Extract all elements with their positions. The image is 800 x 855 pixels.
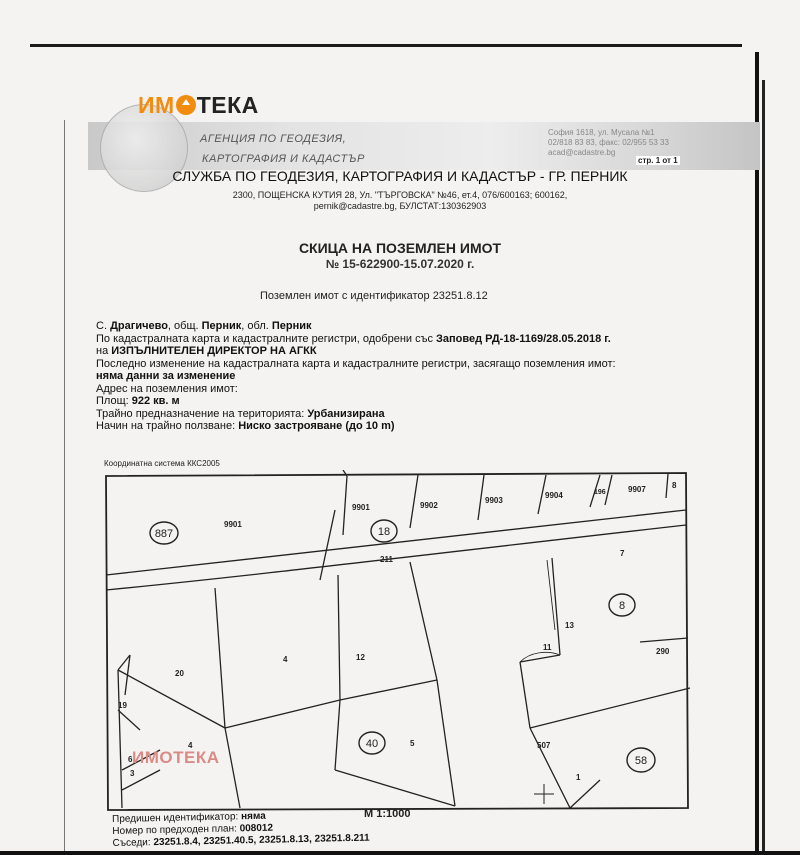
label-19: 19 [118, 701, 127, 710]
label-3: 3 [130, 769, 135, 778]
label-507: 507 [537, 741, 551, 750]
label-9907: 9907 [628, 485, 646, 494]
previous-plan-line: Номер по предходен план: 008012 [112, 822, 274, 837]
usage-line: Начин на трайно ползване: Ниско застрояване (до 10 m) [96, 420, 395, 432]
label-5: 5 [410, 739, 415, 748]
last-change-label: Последно изменение на кадастралната карта и кадастралните регистри, засягащо поземления имот: [96, 357, 616, 370]
page-border-left [64, 120, 65, 855]
location-line: С. Драгичево, общ. Перник, обл. Перник [96, 320, 312, 332]
label-6: 6 [128, 755, 133, 764]
label-9904: 9904 [545, 491, 563, 500]
area-line: Площ: 922 кв. м [96, 395, 180, 407]
imoteka-logo: ИМ ТЕКА [138, 92, 259, 118]
label-9901-top: 9901 [352, 503, 370, 512]
page-border-bottom [0, 851, 800, 855]
circle-label-8: 8 [618, 600, 626, 612]
label-9903: 9903 [485, 496, 503, 505]
label-1: 1 [576, 773, 581, 782]
property-details [96, 320, 756, 433]
service-address: 2300, ПОЩЕНСКА КУТИЯ 28, Ул. "ТЪРГОВСКА" №46, ет.4, 076/600163; 600162, pernik@cadastre.bg, БУЛСТАТ:130362903 [232, 190, 568, 211]
circle-label-58: 58 [634, 755, 648, 767]
label-290: 290 [656, 647, 670, 656]
address-label: Адрес на поземления имот: [96, 382, 238, 395]
label-9901-left: 9901 [224, 520, 242, 529]
property-footer [112, 809, 370, 850]
logo-house-icon [176, 95, 196, 115]
document-number: № 15-622900-15.07.2020 г. [325, 257, 475, 271]
previous-identifier-line: Предишен идентификатор: няма [112, 810, 266, 825]
circle-label-18: 18 [377, 526, 391, 538]
service-name: СЛУЖБА ПО ГЕОДЕЗИЯ, КАРТОГРАФИЯ И КАДАСТЪР - ГР. ПЕРНИК [172, 168, 628, 184]
purpose-line: Трайно предназначение на територията: Урбанизирана [96, 407, 385, 420]
label-9902: 9902 [420, 501, 438, 510]
imoteka-watermark: ИМОТЕКА [132, 748, 220, 767]
label-road-211: 211 [380, 555, 393, 564]
coordinate-system-label: Координатна система ККС2005 [104, 459, 220, 468]
map-scale: М 1:1000 [364, 808, 411, 820]
label-11: 11 [543, 643, 552, 652]
label-7: 7 [620, 549, 625, 558]
last-change-value: няма данни за изменение [96, 370, 236, 382]
property-identifier: Поземлен имот с идентификатор 23251.8.12 [260, 290, 488, 302]
agency-contacts: София 1618, ул. Мусала №1 02/818 83 83, факс: 02/955 53 33 acad@cadastre.bg [548, 128, 669, 157]
document-title: СКИЦА НА ПОЗЕМЛЕН ИМОТ [298, 240, 502, 256]
page-number: стр. 1 от 1 [638, 156, 678, 165]
agency-name: АГЕНЦИЯ ПО ГЕОДЕЗИЯ, КАРТОГРАФИЯ И КАДАСТЪР [200, 133, 365, 165]
order-line: По кадастралната карта и кадастралните регистри, одобрени със Заповед РД-18-1169/28.05.2018 г. [96, 332, 611, 345]
label-4: 4 [283, 655, 288, 664]
label-196: 196 [594, 489, 606, 496]
authority-line: на ИЗПЪЛНИТЕЛЕН ДИРЕКТОР НА АГКК [96, 345, 317, 357]
page-border-top [30, 44, 742, 47]
road-north-edge [106, 510, 686, 575]
neighbours-line: Съседи: 23251.8.4, 23251.40.5, 23251.8.13, 23251.8.211 [112, 832, 370, 849]
circle-label-887: 887 [154, 528, 174, 540]
circle-label-40: 40 [365, 738, 379, 750]
label-8-top: 8 [672, 481, 677, 490]
label-12: 12 [356, 653, 365, 662]
label-13: 13 [565, 621, 574, 630]
label-20: 20 [175, 669, 184, 678]
label-4b: 4 [188, 741, 193, 750]
